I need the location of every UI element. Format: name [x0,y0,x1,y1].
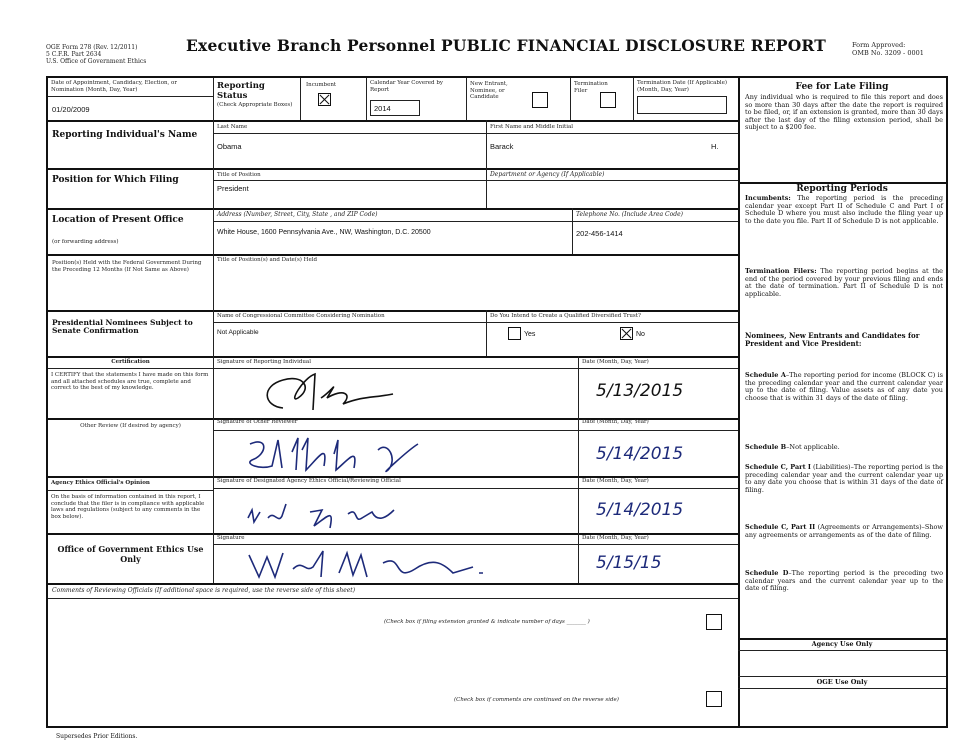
incumbents-block [745,195,943,225]
agency-opinion-label: Agency Ethics Official's Opinion [51,480,150,486]
last-name-label: Last Name [217,124,248,130]
location-sublabel: (or forwarding address) [52,239,119,245]
agency-date-value[interactable]: 5/14/2015 [596,500,684,520]
nominees-head: Nominees, New Entrants and Candidates for President and Vice President: [745,331,920,348]
agency-use-only-label: Agency Use Only [811,640,873,648]
calendar-year-label: Calendar Year Covered by Report [370,80,443,93]
form-id-line: U.S. Office of Government Ethics [46,58,147,65]
incumbents-head: Incumbents: [745,194,791,202]
positions-held-title-label: Title of Position(s) and Date(s) Held [217,257,317,263]
agency-signature-label: Signature of Designated Agency Ethics Official/Reviewing Official [217,478,401,484]
address-value[interactable]: White House, 1600 Pennsylvania Ave., NW, Washington, D.C. 20500 [217,229,431,236]
termination-head: Termination Filers: [745,267,817,275]
schedule-c2-head: Schedule C, Part II [745,523,816,531]
reporting-status-label: Reporting Status [217,81,265,101]
schedule-a-text: –The reporting period for income (BLOCK C) is the preceding calendar year and the current calendar year up to the date of filing. Value assets as of any date you choose that is within 31 days of the date of filing. [745,371,943,402]
trust-label: Do You Intend to Create a Qualified Diversified Trust? [490,313,641,319]
late-fee-text: Any individual who is required to file this report and does so more than 30 days after the date the report is required to be filed, or, if an extension is granted, more than 30 days after the last day of the filing extension period, shall be subject to a $200 fee. [745,93,943,132]
other-signature-label: Signature of Other Reviewer [217,419,298,425]
form-approved-block [852,41,924,57]
individual-signature-label: Signature of Reporting Individual [217,359,311,365]
certification-header: Certification [111,359,150,365]
form-approved-line: OMB No. 3209 - 0001 [852,49,924,57]
schedule-b-text: –Not applicable. [786,443,840,451]
oge-signature-label: Signature [217,535,245,541]
phone-value[interactable]: 202-456-1414 [576,229,623,238]
continued-text: (Check box if comments are continued on the reverse side) [454,697,619,703]
agency-date-label: Date (Month, Day, Year) [582,478,649,484]
individual-date-label: Date (Month, Day, Year) [582,359,649,365]
position-title-value[interactable]: President [217,184,249,193]
new-entrant-label: New Entrant, Nominee, or Candidate [470,81,508,100]
oge-use-only-label: Office of Government Ethics Use Only [57,544,204,564]
other-date-value[interactable]: 5/14/2015 [596,444,684,464]
oge-use-only-right-label: OGE Use Only [816,678,868,686]
appointment-date-label: Date of Appointment, Candidacy, Election, or Nomination (Month, Day, Year) [51,80,177,93]
first-name-label: First Name and Middle Initial [490,124,574,130]
last-name-value[interactable]: Obama [217,142,242,151]
late-fee-title: Fee for Late Filing [795,82,889,92]
position-label: Position for Which Filing [52,175,179,185]
calendar-year-value: 2014 [374,104,391,113]
positions-held-label: Position(s) Held with the Federal Government During the Preceding 12 Months (If Not Same as Above) [52,260,202,273]
incumbent-checkbox[interactable] [318,93,331,106]
termination-filer-checkbox[interactable] [600,92,616,108]
reporting-status-sub: (Check Appropriate Boxes) [217,102,293,108]
individual-signature[interactable] [243,368,413,418]
schedule-c1-head: Schedule C, Part I [745,463,811,471]
other-date-label: Date (Month, Day, Year) [582,419,649,425]
oge-signature[interactable] [243,543,503,585]
trust-yes-checkbox[interactable] [508,327,521,340]
termination-text: The reporting period begins at the end of the period covered by your previous filing and ends at the date of termination. Part II of Schedule D is not applicable. [745,267,943,298]
schedule-c1-block [745,464,943,494]
schedule-b-block [745,444,943,452]
oge-date-label: Date (Month, Day, Year) [582,535,649,541]
comments-label: Comments of Reviewing Officials (If additional space is required, use the reverse side of this sheet) [52,587,356,594]
nominees-label: Presidential Nominees Subject to Senate Confirmation [52,318,193,335]
location-label: Location of Present Office [52,215,184,225]
agency-official-signature[interactable] [238,490,438,536]
other-reviewer-signature[interactable] [238,430,438,480]
disclosure-form [46,76,948,728]
termination-filer-label: Termination Filer [574,81,608,94]
extension-text: (Check box if filing extension granted & indicate number of days _______ ) [384,619,590,625]
calendar-year-box[interactable] [370,100,420,116]
schedule-a-block [745,372,943,402]
schedule-c2-text: (Agreements or Arrangements)–Show any agreements or arrangements as of the date of filing. [745,523,943,539]
committee-value[interactable]: Not Applicable [217,329,259,336]
trust-no-checkbox[interactable] [620,327,633,340]
new-entrant-checkbox[interactable] [532,92,548,108]
extension-checkbox[interactable] [706,614,722,630]
certification-text: I CERTIFY that the statements I have made on this form and all attached schedules are true, complete and correct to the best of my knowledge. [51,372,209,391]
termination-block [745,268,943,298]
page-title: Executive Branch Personnel PUBLIC FINANCIAL DISCLOSURE REPORT [186,36,826,55]
footer-note: Supersedes Prior Editions. [56,733,138,740]
schedule-d-block [745,570,943,593]
address-label: Address (Number, Street, City, State , and ZIP Code) [217,211,378,218]
schedule-d-text: –The reporting period is the preceding two calendar years and the current calendar year up to the date of filing. [745,569,943,593]
continued-checkbox[interactable] [706,691,722,707]
form-id-line: 5 C.F.R. Part 2634 [46,51,102,58]
committee-label: Name of Congressional Committee Considering Nomination [217,313,385,319]
oge-date-value[interactable]: 5/15/15 [596,553,662,573]
agency-opinion-text: On the basis of information contained in this report, I conclude that the filer is in compliance with applicable laws and regulations (subject to any comments in the box below). [51,494,205,520]
termination-date-box[interactable] [637,96,727,114]
middle-initial-value[interactable]: H. [711,142,719,151]
individual-date-value[interactable]: 5/13/2015 [596,381,684,401]
termination-date-label: Termination Date (If Applicable) (Month, Day, Year) [637,80,728,93]
incumbents-text: The reporting period is the preceding calendar year except Part II of Schedule C and Part I of Schedule D where you must also include the filing year up to the date you file. Part II of Schedule D is not applicable. [745,194,943,225]
trust-yes-label: Yes [524,331,536,338]
schedule-c2-block [745,524,943,539]
first-name-value[interactable]: Barack [490,142,514,151]
reporting-periods-title: Reporting Periods [796,184,888,194]
schedule-a-head: Schedule A [745,371,786,379]
schedule-c1-text: (Liabilities)–The reporting period is the preceding calendar year and the current calendar year up to any date you choose that is within 31 days of the date of filing. [745,463,943,494]
appointment-date-value[interactable]: 01/20/2009 [52,105,90,114]
trust-no-label: No [636,331,645,338]
form-id-block [46,44,146,65]
phone-label: Telephone No. (Include Area Code) [576,211,683,218]
incumbent-label: Incumbent [306,82,337,88]
position-title-label: Title of Position [217,172,261,178]
schedule-d-head: Schedule D [745,569,789,577]
reporting-individual-name-label: Reporting Individual's Name [52,130,198,140]
other-review-label: Other Review (If desired by agency) [80,423,181,429]
form-id-line: OGE Form 278 (Rev. 12/2011) [46,44,138,51]
schedule-b-head: Schedule B [745,443,787,451]
department-label: Department or Agency (If Applicable) [490,171,605,178]
form-approved-line: Form Approved: [852,41,906,49]
